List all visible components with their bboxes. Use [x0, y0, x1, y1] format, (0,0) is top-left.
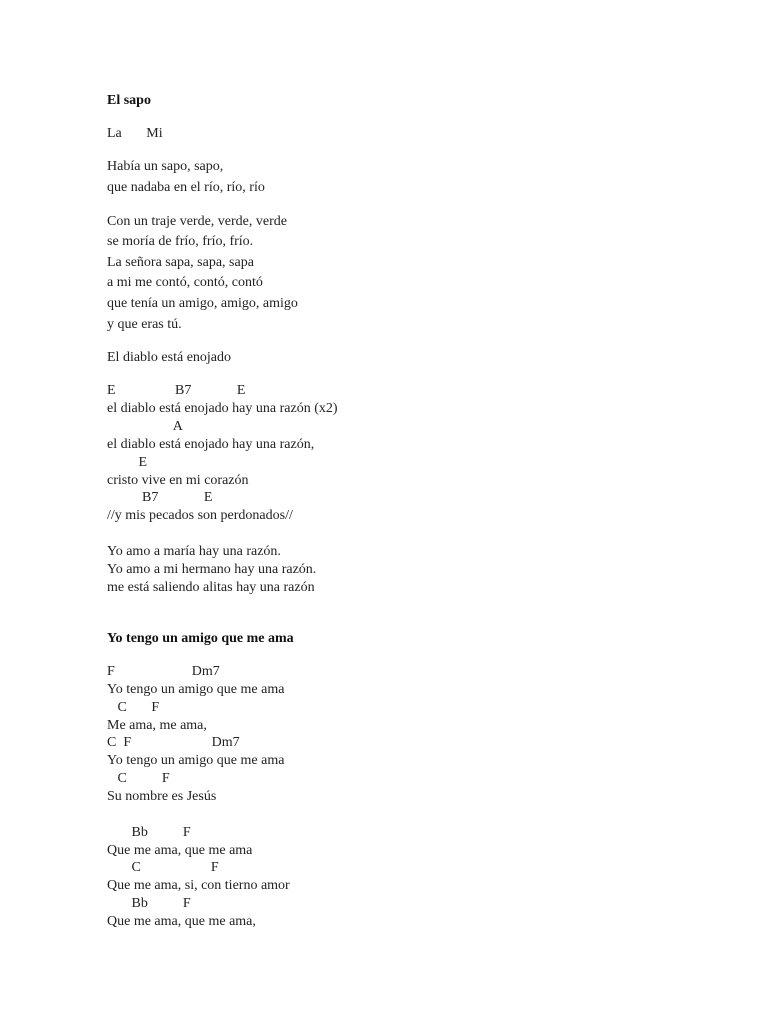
lyric-line: y que eras tú. [107, 317, 182, 332]
chord-line: B7 E [107, 490, 213, 505]
lyric-line: Que me ama, que me ama, [107, 914, 256, 929]
lyric-line: el diablo está enojado hay una razón (x2) [107, 401, 338, 416]
lyric-line: que tenía un amigo, amigo, amigo [107, 296, 298, 311]
song-title: Yo tengo un amigo que me ama [107, 631, 294, 646]
chord-line: F Dm7 [107, 664, 220, 679]
lyric-line: se moría de frío, frío, frío. [107, 234, 254, 249]
lyric-line: Que me ama, que me ama [107, 843, 253, 858]
lyric-line: Yo amo a mi hermano hay una razón. [107, 562, 317, 577]
lyric-line: a mi me contó, contó, contó [107, 275, 263, 290]
chord-line: Bb F [107, 825, 191, 840]
chord-line: C F [107, 771, 170, 786]
lyric-line: el diablo está enojado hay una razón, [107, 437, 315, 452]
lyric-line: cristo vive en mi corazón [107, 473, 249, 488]
song-title: El diablo está enojado [107, 350, 232, 365]
lyric-line: Su nombre es Jesús [107, 789, 217, 804]
chord-line: E B7 E [107, 383, 246, 398]
chord-line: A [107, 419, 183, 434]
song-title: El sapo [107, 93, 151, 108]
lyric-line: me está saliendo alitas hay una razón [107, 580, 315, 595]
lyric-line: Yo tengo un amigo que me ama [107, 682, 285, 697]
chord-line: Bb F [107, 896, 191, 911]
lyric-line: Que me ama, si, con tierno amor [107, 878, 290, 893]
lyric-line: Yo tengo un amigo que me ama [107, 753, 285, 768]
chord-line: C F [107, 700, 160, 715]
lyric-line: Me ama, me ama, [107, 718, 207, 733]
lyric-line: //y mis pecados son perdonados// [107, 508, 293, 523]
lyric-line: Yo amo a maría hay una razón. [107, 544, 281, 559]
lyric-line: Había un sapo, sapo, [107, 159, 224, 174]
chord-line: C F Dm7 [107, 735, 240, 750]
lyric-line: Con un traje verde, verde, verde [107, 214, 287, 229]
chord-line: La Mi [107, 126, 163, 141]
chord-line: C F [107, 860, 219, 875]
chord-line: E [107, 455, 148, 470]
lyric-line: que nadaba en el río, río, río [107, 180, 265, 195]
lyric-line: La señora sapa, sapa, sapa [107, 255, 254, 270]
